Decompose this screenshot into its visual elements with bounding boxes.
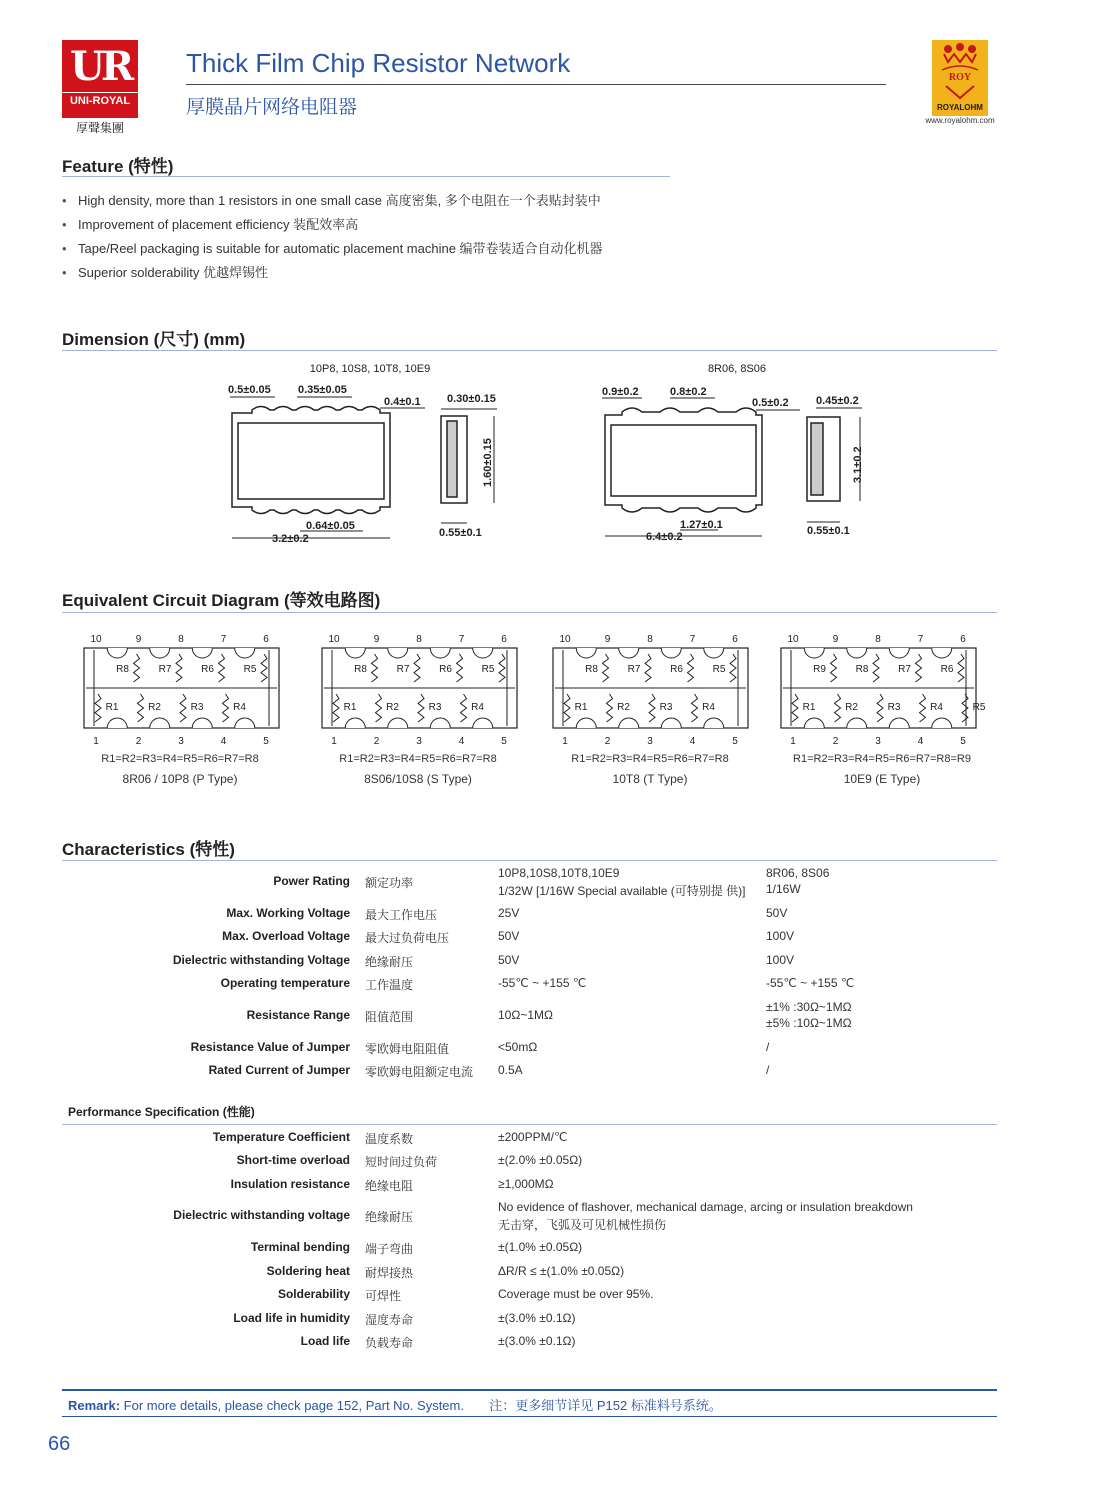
resistor-symbol [730,654,736,682]
pin-label: 8 [178,634,184,645]
resistor-symbol [180,694,186,722]
resistor-label: R2 [386,702,399,713]
char-cn: 阻值范围 [365,1010,414,1024]
dim-left-models: 10P8, 10S8, 10T8, 10E9 [309,363,431,375]
dim-right-h: 3.1±0.2 [852,446,864,483]
dimension-divider [62,350,997,351]
resistor-symbol [138,694,144,722]
resistor-symbol [692,694,698,722]
resistor-symbol [607,694,613,722]
resistor-symbol [920,694,926,722]
resistor-label: R2 [845,702,858,713]
circuit-divider [62,612,997,613]
uniroyal-logo [62,40,138,118]
circuit-type: 10T8 (T Type) [612,772,688,786]
resistor-symbol [958,654,964,682]
pin-label: 3 [178,736,184,747]
pin-label: 4 [689,736,696,747]
perf-en: Short-time overload [236,1153,350,1167]
resistor-label: R6 [439,664,452,675]
feature-title: Feature (特性) [62,157,174,176]
perf-cn: 绝缘耐压 [365,1210,414,1224]
resistor-label: R3 [659,702,673,713]
resistor-label: R5 [712,664,726,675]
pin-label: 10 [328,634,340,645]
pin-label: 3 [875,736,881,747]
char-cn: 额定功率 [365,876,414,890]
perf-en: Load life in humidity [233,1311,350,1325]
resistor-symbol [414,654,420,682]
char-en: Max. Working Voltage [226,906,350,920]
perf-cn: 温度系数 [365,1132,414,1146]
circuit-type: 8R06 / 10P8 (P Type) [122,772,238,786]
perf-value: ±200PPM/℃ [498,1130,568,1144]
char-cn: 零欧姆电阻阻值 [365,1042,450,1056]
perf-cn: 耐焊接热 [365,1266,414,1280]
circuit-notch [847,648,867,658]
dim-left-c: 0.4±0.1 [384,396,421,408]
page-title: Thick Film Chip Resistor Network [186,48,571,78]
feature-item [62,214,358,233]
resistor-label: R3 [887,702,901,713]
bullet-icon: • [62,265,67,280]
char-cn: 最大工作电压 [365,908,438,922]
logo-cn-text: 厚聲集團 [75,121,124,135]
pin-label: 9 [604,634,611,645]
resistor-label: R7 [898,664,911,675]
pin-label: 4 [220,736,227,747]
char-value-1: 50V [498,953,520,967]
circuit-notch [388,648,408,658]
char-value-2: / [766,1063,770,1077]
resistor-label: R2 [148,702,161,713]
resistor-label: R5 [481,664,495,675]
remark-en: For more details, please check page 152, Part No. System. [120,1398,464,1413]
circuit-notch [619,718,639,728]
dim-left-p: 0.64±0.05 [306,520,355,532]
char-value-2: 100V [766,953,795,967]
perf-value: No evidence of flashover, mechanical damage, arcing or insulation breakdown [498,1200,913,1214]
resistor-label: R1 [802,702,816,713]
resistor-label: R8 [116,664,129,675]
circuit-notch [473,718,493,728]
pin-label: 9 [832,634,839,645]
char-value-2: 8R06, 8S06 [766,866,830,880]
perf-cn: 负载寿命 [365,1336,414,1350]
resistor-label: R8 [354,664,367,675]
page-number: 66 [48,1433,71,1455]
resistor-label: R4 [233,702,246,713]
circuit-notch [889,648,909,658]
remark-label: Remark: [68,1398,121,1413]
circuit-notch [473,648,493,658]
circuit-notch [430,718,450,728]
remark-top-line [62,1389,997,1391]
resistor-label: R8 [585,664,598,675]
resistor-symbol [461,694,467,722]
resistor-symbol [649,694,655,722]
circuit-notch [150,648,170,658]
resistor-symbol [916,654,922,682]
feature-item [62,190,601,209]
char-value-2b: 1/16W [766,882,801,896]
pin-label: 10 [90,634,102,645]
circuit-notch [804,648,824,658]
char-value-1b: 1/32W [1/16W Special available (可特别提 供)] [498,884,746,898]
resistor-label: R5 [972,702,986,713]
pin-label: 4 [458,736,465,747]
resistor-symbol [261,654,267,682]
char-cn: 零欧姆电阻额定电流 [365,1065,474,1079]
circuit-notch [192,648,212,658]
circuit-notch [576,648,596,658]
characteristics-title: Characteristics (特性) [62,840,235,859]
char-en: Dielectric withstanding Voltage [172,953,350,967]
char-value-2: 50V [766,906,788,920]
pin-label: 9 [373,634,380,645]
title-divider [186,84,886,85]
circuit-notch [576,718,596,728]
feature-item [62,262,268,281]
feature-divider [62,176,670,177]
dim-left-l: 3.2±0.2 [272,533,309,545]
royalohm-crown-icon [932,40,988,102]
resistor-symbol [873,654,879,682]
characteristics-divider [62,860,997,861]
pin-label: 8 [416,634,422,645]
logo-mark: UR [69,43,131,90]
circuit-title: Equivalent Circuit Diagram (等效电路图) [62,591,381,610]
perf-cn: 短时间过负荷 [365,1155,438,1169]
resistor-label: R6 [201,664,214,675]
feature-text: High density, more than 1 resistors in one small case 高度密集, 多个电阻在一个表贴封装中 [78,193,601,208]
dim-left-t: 0.55±0.1 [439,527,482,539]
logo-name: UNI-ROYAL [62,92,138,107]
dim-left-a: 0.5±0.05 [228,384,271,396]
resistor-label: R1 [343,702,357,713]
dim-right-d: 0.45±0.2 [816,395,859,407]
dimension-title: Dimension (尺寸) (mm) [62,330,246,349]
circuit-notch [107,718,127,728]
perf-value: ±(1.0% ±0.05Ω) [498,1240,583,1254]
char-value-2: 100V [766,929,795,943]
perf-en: Temperature Coefficient [212,1130,350,1144]
pin-label: 7 [458,634,465,645]
perf-en: Terminal bending [250,1240,350,1254]
pin-label: 5 [263,736,269,747]
pin-label: 7 [917,634,924,645]
pin-label: 5 [960,736,966,747]
pin-label: 3 [647,736,653,747]
pin-label: 10 [559,634,571,645]
resistor-symbol [223,694,229,722]
circuit-notch [889,718,909,728]
resistor-symbol [95,694,101,722]
char-value-1: 0.5A [498,1063,523,1077]
char-en: Rated Current of Jumper [208,1063,350,1077]
bullet-icon: • [62,193,67,208]
resistor-label: R5 [243,664,257,675]
resistor-symbol [688,654,694,682]
char-value-1: 25V [498,906,520,920]
dim-left-b: 0.35±0.05 [298,384,347,396]
resistor-label: R1 [574,702,588,713]
circuit-notch [932,648,952,658]
perf-cn: 可焊性 [365,1289,402,1303]
char-cn: 绝缘耐压 [365,955,414,969]
char-value-2: / [766,1040,770,1054]
page-subtitle: 厚膜晶片网络电阻器 [186,96,358,118]
resistor-symbol [372,654,378,682]
perf-value: ≥1,000MΩ [498,1177,554,1191]
circuit-notch [345,718,365,728]
circuit-equation: R1=R2=R3=R4=R5=R6=R7=R8 [571,753,729,765]
resistor-label: R2 [617,702,630,713]
circuit-notch [388,718,408,728]
circuit-notch [107,648,127,658]
char-value-2: ±1% :30Ω~1MΩ [766,1000,852,1014]
perf-value: ±(2.0% ±0.05Ω) [498,1153,583,1167]
circuit-notch [235,718,255,728]
resistor-label: R9 [813,664,826,675]
performance-divider [62,1124,997,1125]
resistor-symbol [603,654,609,682]
perf-en: Dielectric withstanding voltage [173,1208,350,1222]
circuit-notch [192,718,212,728]
resistor-label: R3 [428,702,442,713]
resistor-label: R6 [940,664,954,675]
perf-value: ±(3.0% ±0.1Ω) [498,1311,576,1325]
pin-label: 5 [501,736,507,747]
dim-right-a: 0.9±0.2 [602,386,639,398]
remark [68,1395,722,1414]
perf-value: ±(3.0% ±0.1Ω) [498,1334,576,1348]
pin-label: 7 [220,634,227,645]
bullet-icon: • [62,241,67,256]
circuit-equation: R1=R2=R3=R4=R5=R6=R7=R8 [101,753,259,765]
perf-en: Solderability [277,1287,350,1301]
pin-label: 6 [732,634,738,645]
dim-left-d: 0.30±0.15 [447,393,496,405]
pin-label: 1 [562,736,568,747]
resistor-symbol [219,654,225,682]
resistor-label: R7 [627,664,641,675]
pin-label: 6 [960,634,966,645]
circuit-notch [150,718,170,728]
dim-left-body [232,407,467,514]
resistor-symbol [564,694,570,722]
circuit-notch [235,648,255,658]
resistor-label: R7 [158,664,172,675]
perf-value-b: 无击穿，飞弧及可见机械性损伤 [498,1218,667,1232]
circuit-notch [804,718,824,728]
pin-label: 8 [875,634,881,645]
circuit-notch [704,648,724,658]
feature-text: Improvement of placement efficiency 装配效率高 [78,217,359,232]
resistor-symbol [176,654,182,682]
char-value-1: 10P8,10S8,10T8,10E9 [498,866,620,880]
circuit-notch [704,718,724,728]
pin-label: 8 [647,634,653,645]
dim-right-models: 8R06, 8S06 [707,363,767,375]
resistor-label: R4 [702,702,715,713]
remark-bottom-line [62,1416,997,1417]
resistor-label: R3 [190,702,204,713]
dimension-drawings [0,355,1102,550]
pin-label: 5 [732,736,738,747]
resistor-label: R4 [930,702,943,713]
perf-en: Soldering heat [266,1264,350,1278]
resistor-label: R7 [396,664,410,675]
resistor-symbol [877,694,883,722]
bullet-icon: • [62,217,67,232]
perf-en: Load life [300,1334,350,1348]
resistor-symbol [134,654,140,682]
pin-label: 4 [917,736,924,747]
char-value-2: -55℃ ~ +155 ℃ [766,976,855,990]
resistor-label: R6 [670,664,683,675]
resistor-symbol [645,654,651,682]
char-en: Resistance Value of Jumper [190,1040,350,1054]
dim-right-body [605,408,840,512]
dim-right-p: 1.27±0.1 [680,519,723,531]
pin-label: 6 [501,634,507,645]
char-en: Power Rating [273,874,350,888]
circuit-notch [430,648,450,658]
char-value-1: 50V [498,929,520,943]
perf-value: Coverage must be over 95%. [498,1287,654,1301]
char-cn: 工作温度 [365,978,414,992]
perf-value: ΔR/R ≤ ±(1.0% ±0.05Ω) [498,1264,625,1278]
char-value-1: -55℃ ~ +155 ℃ [498,976,587,990]
feature-text: Superior solderability 优越焊锡性 [78,265,269,280]
resistor-symbol [457,654,463,682]
circuit-notch [619,648,639,658]
performance-title: Performance Specification (性能) [68,1105,255,1119]
resistor-symbol [792,694,798,722]
circuit-equation: R1=R2=R3=R4=R5=R6=R7=R8 [339,753,497,765]
royalohm-text: ROYALOHM [937,103,983,112]
remark-cn: 注：更多细节详见 P152 标准料号系统。 [489,1398,722,1413]
char-value-2b: ±5% :10Ω~1MΩ [766,1016,852,1030]
roy-mark: ROY [948,72,972,83]
pin-label: 6 [263,634,269,645]
resistor-symbol [499,654,505,682]
pin-label: 2 [604,736,611,747]
royalohm-url: www.royalohm.com [925,116,995,125]
dim-right-c: 0.5±0.2 [752,397,789,409]
resistor-symbol [418,694,424,722]
pin-label: 10 [787,634,799,645]
perf-cn: 端子弯曲 [365,1242,414,1256]
resistor-label: R4 [471,702,484,713]
circuit-notch [932,718,952,728]
circuit-equation: R1=R2=R3=R4=R5=R6=R7=R8=R9 [793,753,971,765]
dim-right-b: 0.8±0.2 [670,386,707,398]
circuit-notch [661,718,681,728]
perf-cn: 绝缘电阻 [365,1179,414,1193]
feature-item [62,238,603,257]
char-en: Resistance Range [246,1008,350,1022]
pin-label: 7 [689,634,696,645]
dim-right-t: 0.55±0.1 [807,525,850,537]
circuit-notch [345,648,365,658]
char-en: Operating temperature [220,976,350,990]
pin-label: 2 [373,736,380,747]
resistor-label: R1 [105,702,119,713]
char-en: Max. Overload Voltage [222,929,350,943]
pin-label: 2 [832,736,839,747]
char-value-1: <50mΩ [498,1040,538,1054]
resistor-symbol [962,694,968,722]
pin-label: 1 [331,736,337,747]
resistor-label: R8 [855,664,869,675]
circuit-notch [661,648,681,658]
circuit-type: 10E9 (E Type) [843,772,921,786]
resistor-symbol [376,694,382,722]
char-cn: 最大过负荷电压 [365,931,450,945]
dim-left-h: 1.60±0.15 [482,438,494,487]
circuit-notch [847,718,867,728]
perf-en: Insulation resistance [230,1177,350,1191]
resistor-symbol [835,694,841,722]
char-value-1: 10Ω~1MΩ [498,1008,553,1022]
pin-label: 2 [135,736,142,747]
pin-label: 1 [93,736,99,747]
resistor-symbol [333,694,339,722]
pin-label: 1 [790,736,796,747]
perf-cn: 湿度寿命 [365,1313,414,1327]
pin-label: 9 [135,634,142,645]
dim-right-l: 6.4±0.2 [646,531,683,543]
feature-text: Tape/Reel packaging is suitable for automatic placement machine 编带卷装适合自动化机器 [78,241,603,256]
circuit-type: 8S06/10S8 (S Type) [364,772,472,786]
pin-label: 3 [416,736,422,747]
resistor-symbol [831,654,837,682]
